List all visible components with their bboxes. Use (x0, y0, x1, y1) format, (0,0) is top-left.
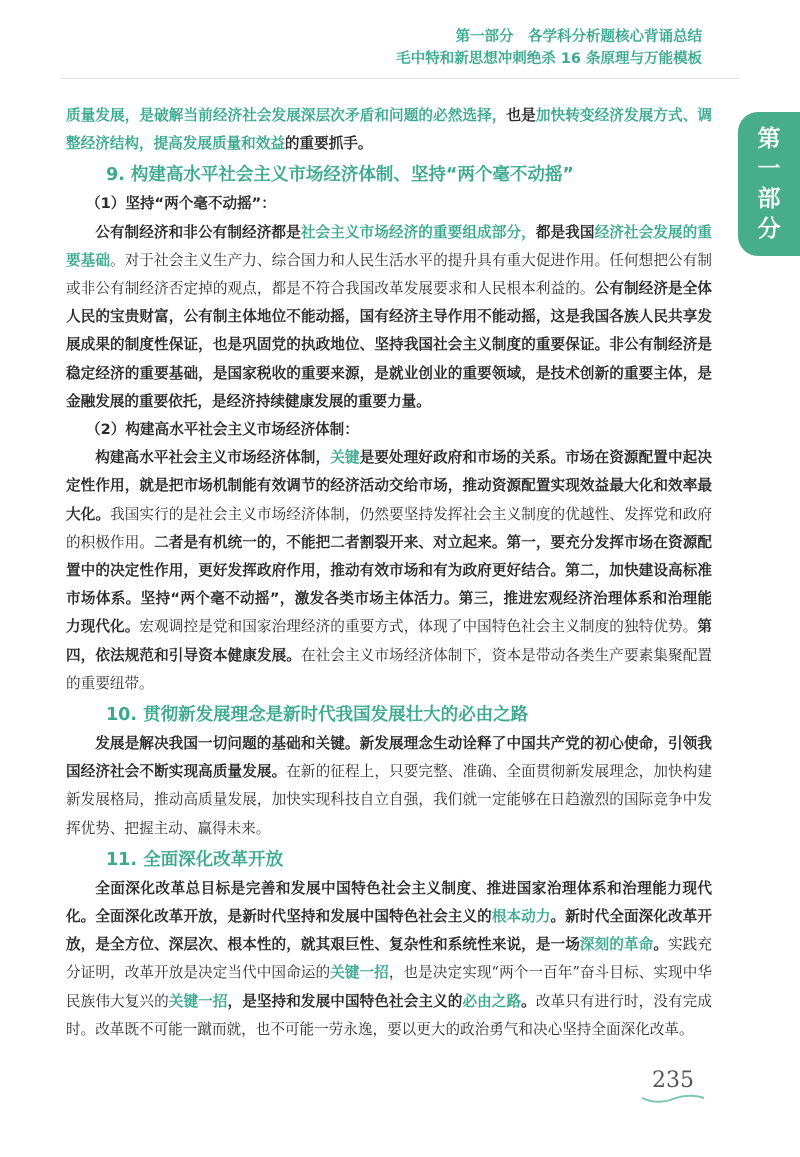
section-9-paragraph-2 (66, 444, 712, 698)
bold-text: 构建高水平社会主义市场经济体制， (95, 449, 331, 467)
body-text: 在社会主义市场经济体制下，资本是带动各类生产要素集聚配置的重要纽带。 (66, 646, 712, 692)
section-9-heading: 9. 构建高水平社会主义市场经济体制、坚持“两个毫不动摇” (106, 165, 574, 186)
section-9-paragraph-1 (66, 219, 712, 416)
bold-text: 公有制经济是全体人民的宝贵财富，公有制主体地位不能动摇，国有经济主导作用不能动摇，这是我国各族人民共享发展成果的制度性保证，也是巩固党的执政地位、坚持我国社会主义制度的重要保证。非公有制经济是稳定经济的重要基础，是国家税收的重要来源，是就业创业的重要领域，是技术创新的重要主体，是金融发展的重要依托，是经济持续健康发展的重要力量。 (66, 280, 712, 410)
body-text: ，也是决定实现“两个一百年”奋斗目标、实现中华民族伟大复兴的 (66, 964, 712, 1010)
bold-text: 。 (521, 992, 536, 1010)
side-tab-char: 第 (757, 126, 781, 152)
section-9-subheading-2: （2）构建高水平社会主义市场经济体制： (86, 421, 359, 439)
green-emphasis: 经济社会发展的重要基础 (66, 223, 712, 269)
side-tab-char: 一 (757, 156, 781, 182)
bold-text: ，是坚持和发展中国特色社会主义的 (227, 992, 463, 1010)
green-emphasis: 社会主义市场经济的重要组成部分， (300, 223, 536, 241)
part-side-tab (738, 112, 800, 256)
green-emphasis: 根本动力 (491, 908, 551, 926)
bold-text: 二者是有机统一的，不能把二者割裂开来、对立起来。第一，要充分发挥市场在资源配置中的决定性作用，更好发挥政府作用，推动有效市场和有为政府更好结合。第二，加快建设高标准市场体系。坚持“两个毫不动摇”，激发各类市场主体活力。第三，推进宏观经济治理体系和治理能力现代化。 (66, 533, 712, 636)
bold-text: 是要处理好政府和市场的关系。市场在资源配置中起决定性作用，就是把市场机制能有效调节的经济活动交给市场，推动资源配置实现效益最大化和效率最大化。 (66, 449, 712, 523)
intro-emphasis: 加快转变经济发展方式、调整经济结构，提高发展质量和效益 (66, 107, 712, 153)
green-emphasis: 关键一招 (168, 992, 228, 1010)
body-text: 我国实行的是社会主义市场经济体制，仍然要坚持发挥社会主义制度的优越性、发挥党和政府的积极作用。 (66, 505, 712, 551)
green-emphasis: 关键一招 (330, 964, 389, 982)
bold-text: 全面深化改革总目标是完善和发展中国特色社会主义制度、推进国家治理体系和治理能力现代化。全面深化改革开放，是新时代坚持和发展中国特色社会主义的 (66, 879, 712, 926)
section-10-paragraph (66, 730, 712, 843)
body-text: 。对于社会主义生产力、综合国力和人民生活水平的提升具有重大促进作用。任何想把公有制或非公有制经济否定掉的观点，都是不符合我国改革发展要求和人民根本利益的。 (66, 251, 712, 298)
side-tab-char: 部 (757, 186, 781, 212)
header-rule (60, 78, 740, 79)
intro-paragraph (66, 102, 712, 158)
body-text: 宏观调控是党和国家治理经济的重要方式，体现了中国特色社会主义制度的独特优势。 (139, 618, 698, 636)
body-text: 改革只有进行时，没有完成时。改革既不可能一蹴而就，也不可能一劳永逸，要以更大的政治勇气和决心坚持全面深化改革。 (66, 992, 712, 1038)
section-11-paragraph (66, 875, 712, 1044)
page-number-underline (640, 1092, 706, 1106)
page-number: 235 (652, 1068, 694, 1093)
intro-emphasis: 质量发展，是破解当前经济社会发展深层次矛盾和问题的必然选择， (66, 107, 507, 124)
side-tab-char: 分 (757, 216, 781, 242)
running-header (396, 26, 702, 70)
body-text: 在新的征程上，只要完整、准确、全面贯彻新发展理念，加快构建新发展格局，推动高质量发展，加快实现科技自立自强，我们就一定能够在日趋激烈的国际竞争中发挥优势、把握主动、赢得未来。 (66, 763, 712, 837)
section-11-heading: 11. 全面深化改革开放 (106, 849, 284, 870)
bold-text: 发展是解决我国一切问题的基础和关键。新发展理念生动诠释了中国共产党的初心使命，引领我国经济社会不断实现高质量发展。 (66, 735, 712, 781)
intro-text: 的重要抓手。 (284, 135, 373, 153)
bold-text: 都是我国 (535, 223, 595, 241)
bold-text: 。新时代全面深化改革开放，是全方位、深层次、根本性的，就其艰巨性、复杂性和系统性来说，是一场 (66, 908, 712, 954)
section-10-heading: 10. 贯彻新发展理念是新时代我国发展壮大的必由之路 (106, 705, 529, 726)
section-9-subheading-1: （1）坚持“两个毫不动摇”： (86, 195, 276, 213)
bold-text: 。 (653, 936, 668, 954)
green-emphasis: 关键 (330, 449, 360, 467)
green-emphasis: 必由之路 (462, 992, 522, 1010)
bold-text: 公有制经济和非公有制经济都是 (95, 223, 301, 241)
intro-text: 也是 (506, 107, 536, 124)
page-body (66, 102, 712, 1044)
header-book-line: 毛中特和新思想冲刺绝杀 16 条原理与万能模板 (396, 51, 702, 67)
green-emphasis: 深刻的革命 (579, 936, 654, 954)
bold-text: 第四，依法规范和引导资本健康发展。 (66, 618, 712, 664)
header-part-line: 第一部分 各学科分析题核心背诵总结 (455, 29, 702, 45)
body-text: 实践充分证明，改革开放是决定当代中国命运的 (66, 936, 712, 982)
